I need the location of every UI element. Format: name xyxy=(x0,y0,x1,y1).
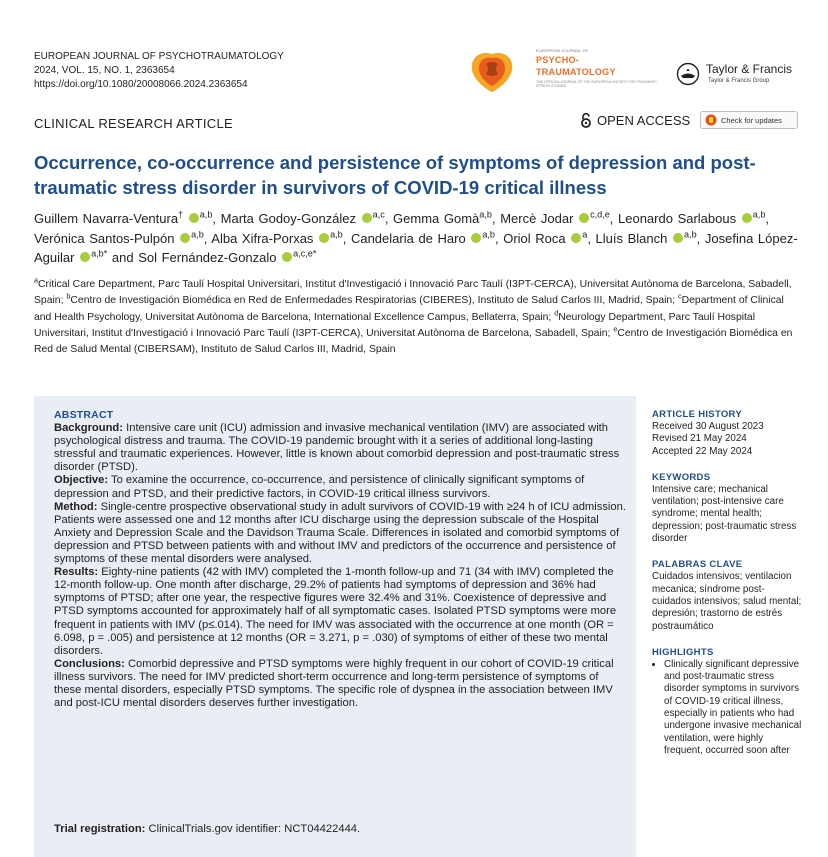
affil-marker: a xyxy=(34,275,39,285)
abstract-objective xyxy=(54,474,628,500)
orcid-icon[interactable] xyxy=(571,233,581,243)
author-name[interactable]: Oriol Roca xyxy=(503,230,566,246)
keywords-section xyxy=(652,472,802,545)
highlights-heading: HIGHLIGHTS xyxy=(652,646,714,658)
palabras-heading: PALABRAS CLAVE xyxy=(652,559,743,571)
doi-link[interactable]: https://doi.org/10.1080/20008066.2024.2363654 xyxy=(34,79,248,90)
journal-logo[interactable] xyxy=(466,44,666,100)
publisher-lamp-icon xyxy=(676,62,700,86)
author-name[interactable]: Leonardo Sarlabous xyxy=(618,211,737,226)
orcid-icon[interactable] xyxy=(282,252,292,262)
logo-line-2: TRAUMATOLOGY xyxy=(536,67,616,77)
journal-info xyxy=(34,50,284,92)
author-affil: a,b* xyxy=(91,248,108,259)
palabras-section xyxy=(652,559,802,632)
logo-journal-name xyxy=(536,54,616,78)
received-date: Received 30 August 2023 xyxy=(652,421,764,432)
author-affil: a,b xyxy=(752,209,766,220)
brain-heart-icon xyxy=(466,48,518,94)
orcid-icon[interactable] xyxy=(319,233,329,243)
trial-text[interactable]: ClinicalTrials.gov identifier: NCT04422444. xyxy=(145,823,361,835)
conclusions-label: Conclusions: xyxy=(54,657,125,670)
highlights-section xyxy=(652,647,802,757)
orcid-icon[interactable] xyxy=(742,213,752,223)
article-type: CLINICAL RESEARCH ARTICLE xyxy=(34,116,233,131)
author-name[interactable]: Verónica Santos-Pulpón xyxy=(34,230,175,246)
author-list: Guillem Navarra-Ventura† $^{a,b}$, Marta Godoy-González $^{a,c}$, Gemma Gomà$^{a,b}$, Mercè Jodar $^{c,d,e}$, Leonardo Sarlabous $^{a,b}$, Verónica Santos-Pulpón $^{a,b}$, Alba Xifra-Porxas $^{a,b}$, Candelaria de Haro $^{a,b}$, Oriol Roca $^a$, Lluís Blanch $^{a,b}$, Josefina López-Aguilar $^{a,b*}$ and Sol Fernández-Gonzalo $^{a,c,e*}$ xyxy=(34,209,798,265)
history-heading: ARTICLE HISTORY xyxy=(652,409,743,420)
author-name[interactable]: and Sol Fernández-Gonzalo xyxy=(111,250,277,265)
journal-volume: 2024, VOL. 15, NO. 1, 2363654 xyxy=(34,65,175,76)
open-lock-icon xyxy=(580,113,592,128)
abstract-box xyxy=(34,396,636,857)
author-name[interactable]: Josefina López-Aguilar xyxy=(34,230,798,265)
author-affil: a xyxy=(582,229,588,240)
article-history xyxy=(652,409,802,458)
affil-marker: b xyxy=(66,291,71,301)
author-name[interactable]: Guillem Navarra-Ventura xyxy=(34,211,179,226)
author-affil: a,b xyxy=(482,229,495,240)
check-for-updates-button[interactable] xyxy=(700,111,798,129)
results-label: Results: xyxy=(54,566,99,579)
orcid-icon[interactable] xyxy=(673,233,683,243)
highlights-list xyxy=(652,659,802,757)
background-text: Intensive care unit (ICU) admission and invasive mechanical ventilation (IMV) are associated with psychological distress and trauma. The COVID-19 pandemic brought with it a series of additional long-lasting stressful and traumatic experiences. However, little is known about comorbid depression and post-traumatic stress disorder (PTSD). xyxy=(54,422,620,474)
affiliation-text: Department of Clinical and Health Psychology, Universitat Autònoma de Barcelona, International Excellence Campus, Bellaterra, Spain; xyxy=(34,295,784,323)
keywords-text: Intensive care; mechanical ventilation; post-intensive care syndrome; mental health; depression; post-traumatic stress disorder xyxy=(652,483,797,545)
trial-registration xyxy=(54,823,360,835)
article-title: Occurrence, co-occurrence and persistence of symptoms of depression and post-traumatic stress disorder in survivors of COVID-19 critical illness xyxy=(34,152,756,198)
abstract-conclusions xyxy=(54,658,628,710)
method-text: Single-centre prospective observational study in adult survivors of COVID-19 with ≥24 h of ICU admission. Patients were assessed one and 12 months after ICU discharge using the depression subscale of the Hospital Anxiety and Depression Scale and the Davidson Trauma Scale. Differences in isolated and comorbid symptoms of depression and PTSD between patients with and without IMV and predictors of the occurrence and persistence of symptoms of these mental disorders were analysed. xyxy=(54,500,626,566)
accepted-date: Accepted 22 May 2024 xyxy=(652,445,753,457)
author-affil: a,c xyxy=(372,209,385,220)
open-access-badge[interactable] xyxy=(580,113,690,128)
article-sidebar xyxy=(652,396,802,771)
author-name[interactable]: Alba Xifra-Porxas xyxy=(211,230,314,246)
logo-small-text: EUROPEAN JOURNAL OF xyxy=(536,48,589,53)
abstract-content xyxy=(54,409,628,710)
keywords-heading: KEYWORDS xyxy=(652,471,711,483)
author-affil: a,b xyxy=(191,229,204,240)
logo-line-1: PSYCHO- xyxy=(536,55,580,65)
orcid-icon[interactable] xyxy=(180,233,190,243)
author-name[interactable]: Marta Godoy-González xyxy=(220,211,357,226)
affiliations xyxy=(34,277,804,358)
publisher-logo[interactable] xyxy=(676,60,806,90)
author-affil: a,b xyxy=(684,229,697,240)
author-affil: a,b xyxy=(199,209,213,220)
orcid-icon[interactable] xyxy=(189,213,199,223)
objective-label: Objective: xyxy=(54,474,109,487)
affiliation-text: Centro de Investigación Biomédica en Red de Enfermedades Respiratorias (CIBERES), Instituto de Salud Carlos III, Madrid, Spain; xyxy=(70,295,678,307)
publisher-name: Taylor & Francis xyxy=(706,62,793,76)
author-name[interactable]: Mercè Jodar xyxy=(500,211,574,226)
revised-date: Revised 21 May 2024 xyxy=(652,433,747,445)
author-affil: c,d,e xyxy=(590,209,610,220)
affiliation-text: Centro de Investigación Biomédica en Red de Salud Mental (CIBERSAM), Instituto de Salud Carlos III, Madrid, Spain xyxy=(34,327,793,356)
open-access-label: OPEN ACCESS xyxy=(597,113,691,128)
affil-marker: d xyxy=(554,308,559,318)
abstract-results xyxy=(54,566,628,658)
method-label: Method: xyxy=(54,500,98,513)
highlight-item: • Clinically significant depressive and post-traumatic stress disorder symptoms in survivors of COVID-19 critical illness, especially in patients who had undergone invasive mechanical ventilation, were highly frequent, occurred soon after xyxy=(664,659,802,757)
abstract-background xyxy=(54,422,628,474)
author-footnote-marker: † xyxy=(178,209,184,220)
abstract-heading: ABSTRACT xyxy=(54,409,114,421)
background-label: Background: xyxy=(54,422,123,435)
author-affil: a,b xyxy=(330,229,343,240)
affiliation-text: Critical Care Department, Parc Taulí Hospital Universitari, Institut d'Investigació i Innovació Parc Taulí (I3PT-CERCA), Universitat Autònoma de Barcelona, Sabadell, Spain; xyxy=(34,279,792,307)
affiliation-text: Neurology Department, Parc Taulí Hospital Universitari, Institut d'Investigació i Innovació Parc Taulí (I3PT-CERCA), Universitat Autònoma de Barcelona, Sabadell, Spain; xyxy=(34,311,756,339)
orcid-icon[interactable] xyxy=(362,213,372,223)
affil-marker: e xyxy=(613,324,618,334)
author-name[interactable]: Lluís Blanch xyxy=(595,230,668,246)
conclusions-text: Comorbid depressive and PTSD symptoms were highly frequent in our cohort of COVID-19 critical illness survivors. The need for IMV predicted short-term occurrence and long-term persistence of symptoms of these mental disorders, especially PTSD symptoms. The specific role of dyspnea in the association between IMV and post-ICU mental disorders deserves further investigation. xyxy=(54,657,614,710)
crossmark-icon xyxy=(705,114,717,126)
results-text: Eighty-nine patients (42 with IMV) completed the 1-month follow-up and 71 (34 with IMV) completed the 12-month follow-up. One month after discharge, 29.2% of patients had symptoms of depression and 36% had symptoms of PTSD; after one year, the respective figures were 32.4% and 31%. Coexistence of depressive and PTSD symptoms accounted for approximately half of all symptomatic cases. Isolated PTSD symptoms were more frequent in patients with IMV (p≤.014). The need for IMV was associated with the occurrence at one month (OR = 6.098, p = .005) and persistence at 12 months (OR = 3.271, p = .030) of symptoms of either of these two mental disorders. xyxy=(54,566,617,657)
orcid-icon[interactable] xyxy=(80,252,90,262)
objective-text: To examine the occurrence, co-occurrence, and persistence of clinically significant symptoms of depression and PTSD, and their predictive factors, in COVID-19 critical illness survivors. xyxy=(54,474,585,500)
trial-label: Trial registration: xyxy=(54,823,146,835)
abstract-method xyxy=(54,501,628,566)
journal-name: EUROPEAN JOURNAL OF PSYCHOTRAUMATOLOGY xyxy=(34,51,284,62)
palabras-text: Cuidados intensivos; ventilacion mecanica; síndrome post-cuidados intensivos; salud mental; depresión; trastorno de estrés postraumático xyxy=(652,571,802,632)
orcid-icon[interactable] xyxy=(579,213,589,223)
check-updates-label: Check for updates xyxy=(721,115,782,125)
author-name[interactable]: Gemma Gomà xyxy=(393,211,480,226)
author-affil: a,c,e* xyxy=(293,248,317,259)
author-name[interactable]: Candelaria de Haro xyxy=(350,230,466,246)
logo-tagline: THE OFFICIAL JOURNAL OF THE EUROPEAN SOCIETY FOR TRAUMATIC STRESS STUDIES xyxy=(536,80,657,88)
orcid-icon[interactable] xyxy=(471,233,481,243)
publisher-group: Taylor & Francis Group xyxy=(708,78,770,84)
affil-marker: c xyxy=(678,291,682,301)
author-affil: a,b xyxy=(479,209,492,220)
